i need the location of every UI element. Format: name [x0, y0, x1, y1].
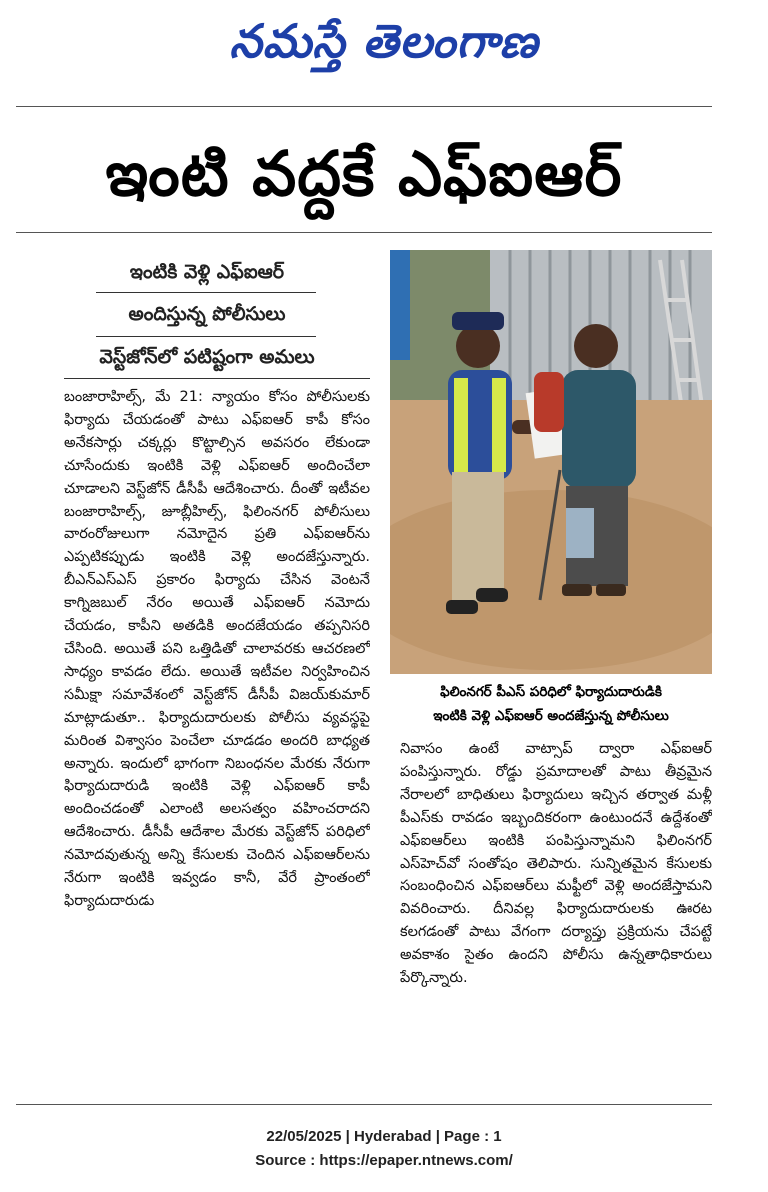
bottom-rule: [16, 1104, 712, 1105]
subhead-2: అందిస్తున్న పోలీసులు: [128, 303, 286, 325]
article-body-left: బంజారాహిల్స్, మే 21: న్యాయం కోసం పోలీసులకు ఫిర్యాదు చేయడంతో పాటు ఎఫ్‌ఐఆర్ కాపీ కోసం అనేకసార్లు చక్కర్లు కొట్టాల్సిన అవసరం లేకుండా చూసేందుకు ఇంటికి వెళ్లి ఎఫ్‌ఐఆర్ అందించేలా చూడాలని వెస్ట్‌జోన్ డీసీపీ ఆదేశించారు. దీంతో ఇటీవల బంజారాహిల్స్, జూబ్లీహిల్స్, ఫిలింనగర్ పోలీసులు వారంరోజులుగా నమోదైన ప్రతి ఎఫ్‌ఐఆర్‌ను ఎప్పటికప్పుడు ఇంటికి వెళ్లి అందజేస్తున్నారు. బీఎన్‌ఎస్‌ఎస్ ప్రకారం ఫిర్యాదు చేసిన వెంటనే కాగ్నిజబుల్ నేరం అయితే ఎఫ్‌ఐఆర్ నమోదు చేయడం, కాపీని అతడికి అందజేయడం తప్పనిసరి చేసింది. అయితే పని ఒత్తిడితో చాలావరకు ఆచరణలో సాధ్యం కావడం లేదు. అయితే ఇటీవల నిర్వహించిన సమీక్షా సమావేశంలో వెస్ట్‌జోన్ డీసీపీ విజయ్‌కుమార్ మాట్లాడుతూ.. ఫిర్యాదుదారులకు పోలీసు వ్యవస్థపై మరింత విశ్వాసం పెంచేలా చూడడం అందరి బాధ్యత అన్నారు. ఇందులో భాగంగా నిబంధనల మేరకు నేరుగా ఫిర్యాదుదారుడి ఇంటికి వెళ్లి ఎఫ్‌ఐఆర్ కాపీ అందించడంతో ఎలాంటి అలసత్వం వహించరాదని ఆదేశించారు. డీసీపీ ఆదేశాల మేరకు వెస్ట్‌జోన్ పరిధిలో నమోదవుతున్న అన్ని కేసులకు చెందిన ఎఫ్‌ఐఆర్‌లను నేరుగా ఇంటికి ఇవ్వడం కానీ, వేరే ప్రాంతంలో ఫిర్యాదుదారుడు: [64, 389, 370, 909]
photo-illustration: [390, 250, 712, 674]
photo-caption-line-1: ఫిలింనగర్ పీఎస్ పరిధిలో ఫిర్యాదుదారుడికి: [440, 684, 662, 700]
photo-caption: [390, 680, 712, 732]
subhead-divider-2: [96, 336, 316, 337]
subhead-divider-1: [96, 292, 316, 293]
footer-date-line: 22/05/2025 | Hyderabad | Page : 1: [266, 1128, 502, 1145]
article-photo: [390, 250, 712, 674]
headline-rule: [16, 232, 712, 233]
photo-caption-line-2: ఇంటికి వెళ్లి ఎఫ్‌ఐఆర్ అందజేస్తున్న పోలీసులు: [433, 708, 669, 724]
masthead-title: నమస్తే తెలంగాణ: [229, 14, 539, 68]
article-body-right: నివాసం ఉంటే వాట్సాప్ ద్వారా ఎఫ్‌ఐఆర్ పంపిస్తున్నారు. రోడ్డు ప్రమాదాలతో పాటు తీవ్రమైన నేరాలలో బాధితులు ఫిర్యాదులు ఇచ్చిన తర్వాత మళ్లీ పీఎస్‌కు రావడం ఇబ్బందికరంగా ఉంటుందనే ఉద్దేశంతో ఎఫ్‌ఐఆర్‌లు ఇంటికి పంపిస్తున్నామని ఫిలింనగర్ ఎస్‌హెచ్‌వో సంతోషం తెలిపారు. సున్నితమైన కేసులకు సంబంధించిన ఎఫ్‌ఐఆర్‌లు మఫ్టీలో వెళ్లి అందజేస్తామని వివరించారు. దీనివల్ల ఫిర్యాదుదారులకు ఊరట కలగడంతో పాటు వేగంగా దర్యాప్తు ప్రక్రియను చేపట్టే అవకాశం సైతం ఉందని పోలీసు ఉన్నతాధికారులు పేర్కొన్నారు.: [400, 741, 712, 987]
subhead-divider-3: [64, 378, 370, 379]
subhead-3: వెస్ట్‌జోన్‌లో పటిష్టంగా అమలు: [99, 346, 315, 368]
top-rule: [16, 106, 712, 107]
footer-source-line: Source : https://epaper.ntnews.com/: [255, 1152, 513, 1169]
subhead-1: ఇంటికి వెళ్లి ఎఫ్‌ఐఆర్: [129, 261, 285, 283]
headline: ఇంటి వద్దకే ఎఫ్‌ఐఆర్: [105, 137, 623, 210]
